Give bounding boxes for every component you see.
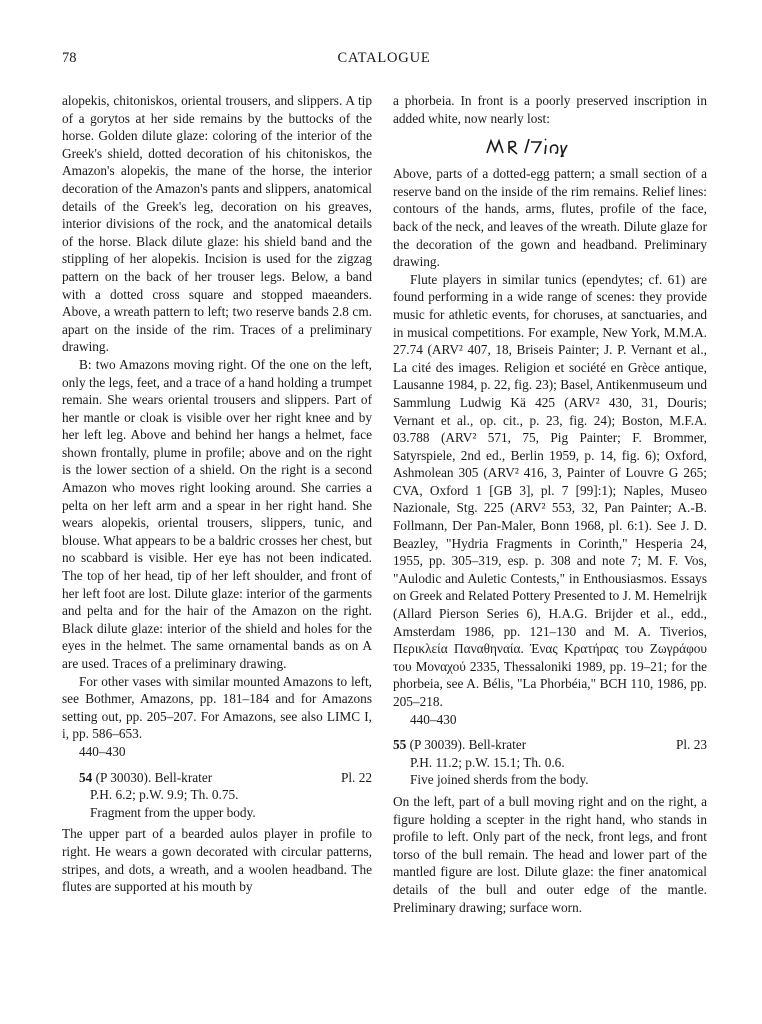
entry-55-plate: Pl. 23 [675,737,707,753]
page-header [62,50,706,74]
entry-54-description: The upper part of a bearded aulos player in profile to right. He wears a gown decorated with circular patterns, stripes, and dots, a wreath, and a woolen headband. The flutes are supported at his mouth by [62,826,372,895]
entry-54-plate: Pl. 22 [340,769,372,785]
right-column [393,92,707,916]
right-paragraph-1: a phorbeia. In front is a poorly preserved inscription in added white, now nearly lost: [393,93,707,126]
entry-54-condition: Fragment from the upper body. [90,804,256,820]
entry-55-title: (P 30039). Bell-krater [406,737,527,753]
inscription-drawing [393,127,707,165]
entry-55-heading [393,736,707,754]
page-number: 78 [62,50,77,66]
left-paragraph-1: alopekis, chitoniskos, oriental trousers, and slippers. A tip of a gorytos at her side remains by the buttocks of the horse. Golden dilute glaze: coloring of the interior of the Greek's shield, dotted decoration of his chitoniskos, the Amazon's alopekis, the mane of the horse, the interior decoration of the Amazon's pants and slippers, anatomical details of the Greek's leg, decoration on his greaves, interior divisions of the rock, and the anatomical details of the horse. Black dilute glaze: his shield band and the stippling of her alopekis. Incision is used for the zigzag pattern on the back of her trouser legs. Below, a band with a dotted cross square and stopped maeanders. Above, a wreath pattern to left; two reserve bands 2.8 cm. apart on the inside of the rim. Traces of a preliminary drawing. [62,93,372,355]
date-range-2: 440–430 [410,711,457,727]
entry-55-condition: Five joined sherds from the body. [410,772,589,788]
entry-55-measurements: P.H. 11.2; p.W. 15.1; Th. 0.6. [410,754,565,770]
entry-54-number: 54 [79,769,93,785]
running-head: CATALOGUE [337,50,431,66]
right-paragraph-2: Above, parts of a dotted-egg pattern; a small section of a reserve band on the inside of the rim remains. Relief lines: contours of the hands, arms, flutes, profile of the face, back of the neck, and leaves of the wreath. Dilute glaze for the decoration of the gown and headband. Preliminary drawing. [393,166,707,270]
left-paragraph-2: B: two Amazons moving right. Of the one on the left, only the legs, feet, and a trace of a hand holding a trumpet remain. She wears oriental trousers and slippers. Part of her mantle or cloak is visible over her right knee and by her left leg. Above and behind her hangs a helmet, face shown frontally, plume in profile; above and on the right is the lower section of a shield. On the right is a second Amazon who moves right looking around. She carries a pelta on her left arm and a spear in her right hand. She wears alopekis, oriental trousers, slippers, tunic, and blouse. What appears to be a baldric crosses her chest, but no scabbard is visible. Her eye has not been indicated. The top of her head, tip of her left shoulder, and front of her left foot are lost. Dilute glaze: interior of the garments and pelta and for the hair of the Amazon on the right. Black dilute glaze: interior of the shield and holes for the eyes in the helmet. The same ornamental bands as on A are used. Traces of a preliminary drawing. [62,356,372,671]
date-range-1: 440–430 [79,743,126,759]
entry-54-heading [62,769,372,787]
entry-54-measurements: P.H. 6.2; p.W. 9.9; Th. 0.75. [90,787,239,803]
entry-55-description: On the left, part of a bull moving right and on the right, a figure holding a scepter in the right hand, who stands in profile to left. Only part of the neck, front legs, and front torso of the bull remain. The head and lower part of the mantled figure are lost. Dilute glaze: the finer anatomical details of the bull and outer edge of the mantle. Preliminary drawing; surface worn. [393,793,707,915]
left-column [62,92,372,896]
left-paragraph-3: For other vases with similar mounted Amazons to left, see Bothmer, Amazons, pp. 181–184 and for Amazons setting out, pp. 205–207. For Amazons, see also LIMC I, i, pp. 586–653. [62,673,372,742]
entry-55-number: 55 [393,737,407,753]
right-paragraph-3: Flute players in similar tunics (ependytes; cf. 61) are found performing in a wide range of scenes: they provide music for athletic events, for choruses, at sanctuaries, and in musical competitions. For example, New York, M.M.A. 27.74 (ARV² 407, 18, Briseis Painter; J. P. Vernant et al., La cité des images. Religion et société en Grèce antique, Lausanne 1984, p. 22, fig. 23); Basel, Antikenmuseum und Sammlung Ludwig Kä 425 (ARV² 430, 31, Douris; Vernant et al., op. cit., p. 23, fig. 24); Boston, M.F.A. 03.788 (ARV² 571, 75, Pig Painter; F. Brommer, Satyrspiele, 2nd ed., Berlin 1959, p. 14, fig. 6); Oxford, Ashmolean 305 (ARV² 416, 3, Painter of Louvre G 265; CVA, Oxford 1 [GB 3], pl. 7 [99]:1); Naples, Museo Nazionale, Stg. 225 (ARV² 553, 32, Pan Painter; A.-B. Follmann, Der Pan-Maler, Bonn 1968, pl. 6:1). See J. D. Beazley, "Hydria Fragments in Corinth," Hesperia 24, 1955, pp. 305–319, esp. p. 308 and note 7; M. F. Vos, "Aulodic and Auletic Contests," in Enthousiasmos. Essays on Greek and Related Pottery Presented to J. M. Hemelrijk (Allard Pierson Series 6), H.A.G. Brijder et al., edd., Amsterdam 1986, pp. 121–130 and M. A. Tiverios, Περικλεία Παναθηναία. Ένας Κρατήρας του Ζωγράφου του Μοναχού 2335, Thessaloniki 1989, pp. 19–21; for the phorbeia, see A. Bélis, "La Phorbéia," BCH 110, 1986, pp. 205–218. [393,271,707,709]
entry-54-title: (P 30030). Bell-krater [92,769,213,785]
inscription-sketch-icon [483,133,573,159]
